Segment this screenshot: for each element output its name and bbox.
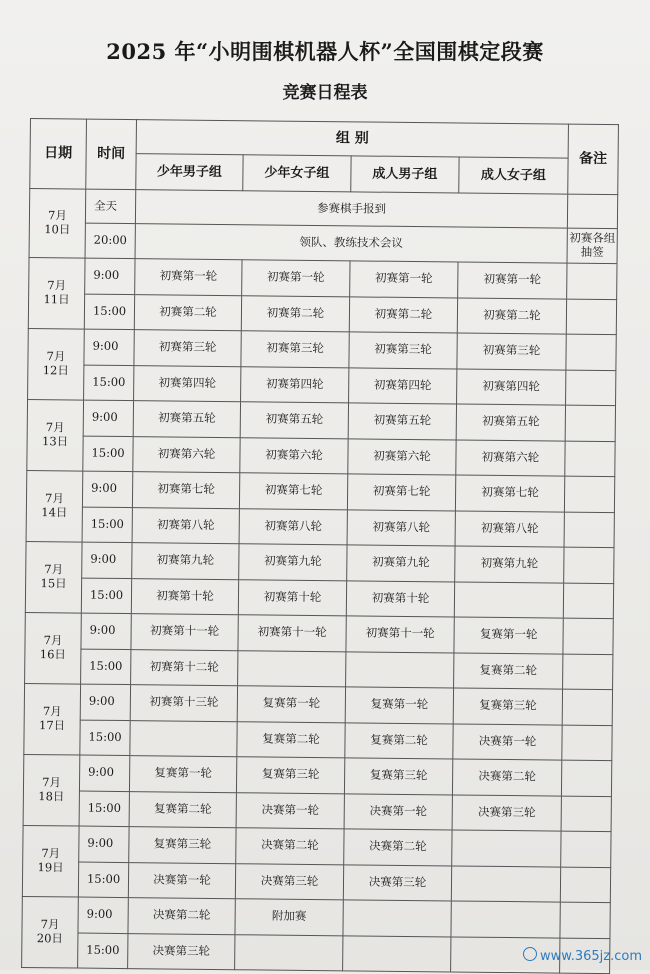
round-cell: 附加赛	[235, 899, 343, 936]
event-cell: 领队、教练技术会议	[135, 224, 567, 264]
time-cell: 15:00	[84, 294, 134, 330]
date-cell	[28, 328, 85, 400]
round-cell: 初赛第二轮	[457, 297, 566, 334]
round-cell: 初赛第十轮	[238, 579, 346, 616]
date-month: 7月	[47, 278, 67, 293]
round-cell: 初赛第七轮	[347, 474, 455, 511]
globe-icon	[523, 947, 537, 961]
time-cell: 9:00	[79, 826, 129, 862]
date-cell	[26, 470, 83, 542]
round-cell: 决赛第三轮	[343, 864, 451, 901]
round-cell: 初赛第八轮	[132, 507, 239, 544]
round-cell: 复赛第一轮	[129, 756, 236, 793]
note-cell	[564, 476, 614, 512]
schedule-body	[22, 189, 618, 974]
date-day: 14日	[41, 505, 68, 520]
date-month: 7月	[40, 917, 60, 932]
round-cell: 决赛第二轮	[344, 829, 452, 866]
table-row	[22, 896, 610, 938]
round-cell: 初赛第三轮	[457, 333, 566, 370]
round-cell: 初赛第九轮	[239, 544, 347, 581]
round-cell: 初赛第六轮	[456, 439, 565, 476]
round-cell: 初赛第二轮	[241, 295, 349, 332]
round-cell: 初赛第五轮	[133, 401, 240, 438]
date-month: 7月	[44, 562, 64, 577]
date-cell	[29, 189, 86, 259]
round-cell: 初赛第十轮	[131, 578, 238, 615]
round-cell	[346, 651, 454, 688]
date-month: 7月	[43, 633, 63, 648]
round-cell	[451, 901, 560, 938]
note-cell	[561, 796, 611, 832]
table-row	[24, 683, 612, 725]
table-row	[26, 470, 614, 512]
time-cell: 9:00	[82, 542, 132, 578]
round-cell: 决赛第三轮	[128, 933, 235, 970]
round-cell: 决赛第一轮	[128, 862, 235, 899]
time-cell: 15:00	[83, 436, 133, 472]
header-group-name: 少年女子组	[243, 155, 351, 192]
date-cell	[25, 612, 82, 684]
table-row	[25, 648, 613, 690]
round-cell: 初赛第五轮	[240, 402, 348, 439]
header-group-name: 少年男子组	[136, 154, 243, 191]
note-cell	[561, 760, 611, 796]
table-row	[23, 790, 611, 832]
header-date: 日期	[30, 119, 87, 190]
page-title: 2025 年“小明围棋机器人杯”全国围棋定段赛	[106, 39, 544, 64]
date-cell	[27, 399, 84, 471]
header-time: 时间	[86, 119, 137, 190]
time-cell: 15:00	[81, 649, 131, 685]
date-day: 20日	[36, 931, 64, 946]
round-cell: 初赛第二轮	[134, 294, 241, 331]
page-subtitle: 竞赛日程表	[282, 83, 368, 103]
round-cell: 初赛第三轮	[241, 331, 349, 368]
date-month: 7月	[45, 491, 64, 506]
table-row	[25, 612, 613, 654]
round-cell: 决赛第一轮	[236, 792, 344, 829]
date-month: 7月	[42, 704, 62, 719]
round-cell: 初赛第八轮	[455, 510, 564, 547]
time-cell: 15:00	[84, 365, 134, 401]
date-day: 19日	[37, 860, 64, 875]
round-cell: 初赛第十一轮	[131, 614, 238, 651]
table-row	[26, 506, 614, 548]
date-cell	[28, 257, 85, 329]
round-cell: 初赛第八轮	[347, 509, 455, 546]
table-row	[25, 577, 613, 619]
round-cell	[238, 650, 346, 687]
round-cell: 初赛第六轮	[348, 438, 456, 475]
round-cell: 初赛第十轮	[346, 580, 454, 617]
round-cell: 初赛第九轮	[132, 543, 239, 580]
round-cell: 决赛第二轮	[128, 898, 235, 935]
round-cell: 复赛第三轮	[129, 827, 236, 864]
time-cell: 15:00	[78, 933, 128, 969]
time-cell: 15:00	[79, 791, 129, 827]
time-cell: 9:00	[81, 613, 131, 649]
date-cell	[22, 896, 79, 968]
time-cell: 15:00	[81, 578, 131, 614]
round-cell: 初赛第十一轮	[346, 616, 454, 653]
date-month: 7月	[42, 775, 62, 790]
round-cell: 初赛第五轮	[456, 404, 565, 441]
round-cell: 复赛第三轮	[453, 688, 562, 725]
date-cell	[22, 825, 79, 897]
round-cell: 初赛第七轮	[455, 475, 564, 512]
date-cell	[24, 683, 81, 755]
schedule-table	[21, 118, 619, 974]
note-cell	[561, 831, 611, 867]
round-cell: 复赛第二轮	[237, 721, 345, 758]
note-cell	[562, 725, 612, 761]
round-cell: 决赛第二轮	[452, 759, 561, 796]
round-cell: 初赛第八轮	[239, 508, 347, 545]
note-cell	[560, 902, 610, 938]
time-cell: 15:00	[80, 720, 130, 756]
round-cell: 复赛第一轮	[345, 687, 453, 724]
date-day: 13日	[41, 434, 69, 449]
date-day: 12日	[42, 363, 69, 378]
time-cell: 9:00	[78, 897, 128, 933]
round-cell	[343, 935, 451, 972]
round-cell: 初赛第三轮	[349, 332, 457, 369]
table-row	[22, 932, 610, 974]
time-cell: 9:00	[84, 329, 134, 365]
round-cell	[452, 830, 561, 867]
header-note: 备注	[568, 124, 619, 195]
round-cell: 初赛第四轮	[349, 367, 457, 404]
round-cell: 初赛第一轮	[350, 261, 458, 298]
table-row	[27, 399, 615, 441]
round-cell: 决赛第二轮	[236, 828, 344, 865]
date-day: 15日	[40, 576, 67, 591]
round-cell: 初赛第九轮	[347, 545, 455, 582]
table-row	[28, 293, 616, 335]
round-cell: 初赛第四轮	[457, 368, 566, 405]
round-cell: 初赛第六轮	[240, 437, 348, 474]
round-cell	[451, 865, 560, 902]
table-row	[26, 541, 614, 583]
time-cell: 9:00	[80, 684, 130, 720]
time-cell: 15:00	[78, 862, 128, 898]
round-cell: 复赛第二轮	[454, 652, 563, 689]
date-month: 7月	[45, 420, 65, 435]
round-cell: 初赛第六轮	[133, 436, 240, 473]
round-cell: 初赛第七轮	[132, 472, 239, 509]
round-cell: 复赛第三轮	[344, 758, 452, 795]
round-cell	[454, 581, 563, 618]
round-cell: 初赛第四轮	[241, 366, 349, 403]
date-day: 18日	[38, 789, 65, 804]
round-cell: 初赛第四轮	[134, 365, 241, 402]
date-month: 7月	[47, 208, 67, 223]
date-day: 10日	[44, 222, 71, 237]
date-cell	[25, 541, 82, 613]
round-cell: 决赛第一轮	[344, 793, 452, 830]
note-cell	[562, 689, 612, 725]
round-cell: 初赛第二轮	[349, 296, 457, 333]
table-row	[29, 257, 617, 299]
table-row	[22, 861, 610, 903]
round-cell: 初赛第十二轮	[131, 649, 238, 686]
time-cell: 20:00	[85, 223, 135, 259]
note-cell	[564, 547, 614, 583]
event-cell: 参赛棋手报到	[135, 190, 567, 229]
note-cell	[563, 618, 613, 654]
round-cell: 决赛第一轮	[453, 723, 562, 760]
round-cell: 初赛第一轮	[242, 260, 350, 297]
round-cell: 复赛第一轮	[454, 617, 563, 654]
header-group: 组 别	[136, 120, 568, 159]
round-cell: 决赛第三轮	[235, 863, 343, 900]
round-cell: 初赛第九轮	[455, 546, 564, 583]
time-cell: 15:00	[82, 507, 132, 543]
time-cell: 9:00	[82, 471, 132, 507]
note-cell	[566, 299, 616, 335]
note-cell	[567, 194, 617, 229]
round-cell	[235, 934, 343, 971]
note-cell	[563, 654, 613, 690]
header-group-name: 成人女子组	[459, 157, 568, 194]
note-cell	[565, 405, 615, 441]
round-cell: 初赛第一轮	[458, 262, 567, 299]
table-row	[23, 754, 611, 796]
note-cell	[563, 583, 613, 619]
round-cell: 决赛第三轮	[452, 794, 561, 831]
table-row	[27, 435, 615, 477]
date-cell	[23, 754, 80, 826]
round-cell: 初赛第一轮	[135, 259, 242, 296]
note-cell	[565, 441, 615, 477]
round-cell: 初赛第五轮	[348, 403, 456, 440]
header-group-name: 成人男子组	[351, 156, 459, 193]
note-cell	[567, 263, 617, 299]
table-row	[28, 328, 616, 370]
date-day: 17日	[38, 718, 66, 733]
watermark-text: www.365jz.com	[540, 949, 642, 964]
table-row	[28, 364, 616, 406]
time-cell: 9:00	[85, 258, 135, 294]
round-cell: 复赛第二轮	[129, 791, 236, 828]
round-cell: 初赛第十三轮	[130, 685, 237, 722]
round-cell: 复赛第二轮	[345, 722, 453, 759]
time-cell: 全天	[85, 189, 135, 224]
note-cell	[566, 334, 616, 370]
round-cell: 初赛第七轮	[239, 473, 347, 510]
note-cell: 初赛各组抽签	[567, 228, 617, 264]
round-cell: 初赛第十一轮	[238, 615, 346, 652]
note-cell	[564, 512, 614, 548]
round-cell	[130, 720, 237, 757]
time-cell: 9:00	[79, 755, 129, 791]
time-cell: 9:00	[83, 400, 133, 436]
round-cell: 复赛第一轮	[237, 686, 345, 723]
table-row	[24, 719, 612, 761]
date-day: 11日	[43, 292, 70, 307]
date-month: 7月	[41, 846, 61, 861]
table-row	[23, 825, 611, 867]
note-cell	[560, 867, 610, 903]
watermark	[523, 947, 642, 964]
date-month: 7月	[46, 349, 66, 364]
round-cell	[343, 900, 451, 937]
date-day: 16日	[39, 647, 67, 662]
round-cell: 复赛第三轮	[236, 757, 344, 794]
note-cell	[566, 370, 616, 406]
round-cell: 初赛第三轮	[134, 330, 241, 367]
